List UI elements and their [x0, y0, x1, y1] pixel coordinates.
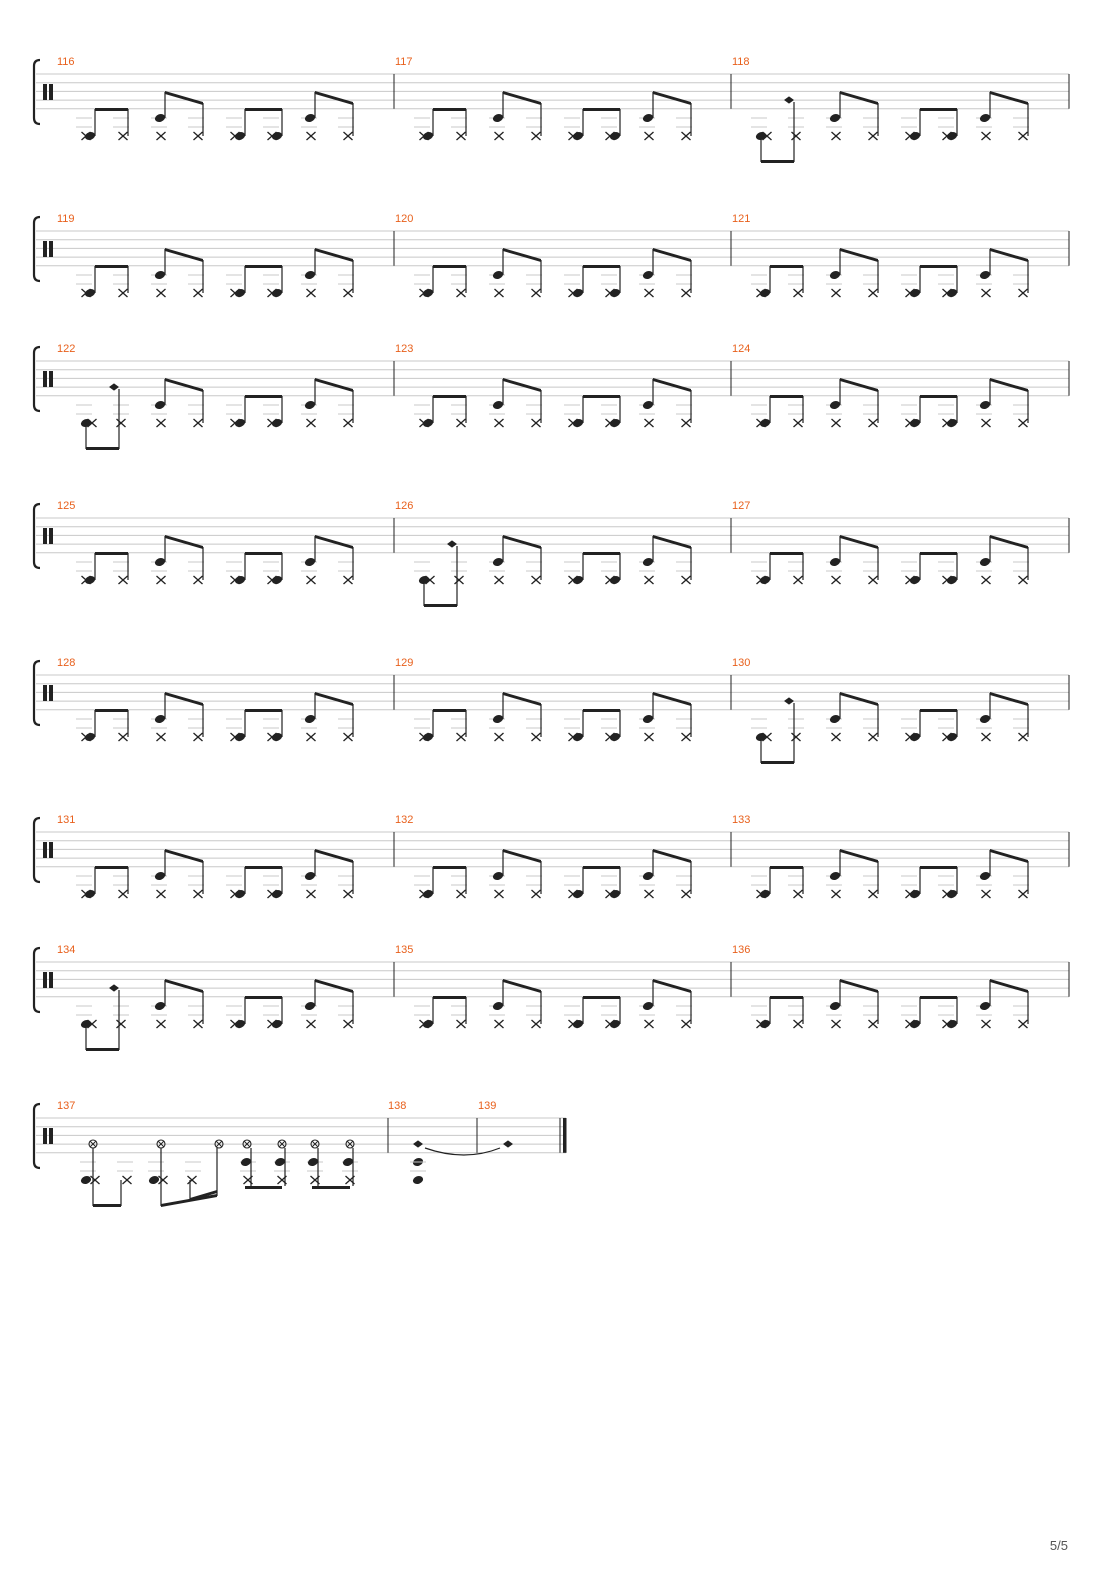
note-beam — [433, 709, 466, 712]
note-beam — [583, 108, 620, 111]
system-bracket-icon — [34, 818, 40, 882]
snare-notehead — [304, 714, 316, 725]
crash-notehead — [784, 697, 794, 704]
system-bracket-icon — [34, 217, 40, 281]
snare-notehead — [304, 113, 316, 124]
note-beam — [165, 849, 203, 863]
snare-notehead — [829, 1001, 841, 1012]
note-beam — [245, 1186, 282, 1189]
note-beam — [653, 91, 691, 105]
kick-notehead — [412, 1175, 424, 1186]
measure-number: 127 — [732, 500, 751, 512]
note-beam — [433, 108, 466, 111]
note-beam — [86, 447, 119, 450]
staff-system — [34, 814, 1069, 899]
note-beam — [840, 849, 878, 863]
note-beam — [95, 866, 128, 869]
note-beam — [770, 866, 803, 869]
note-beam — [840, 979, 878, 993]
note-beam — [245, 108, 282, 111]
note-beam — [990, 91, 1028, 105]
note-beam — [583, 866, 620, 869]
note-beam — [583, 709, 620, 712]
measure-number: 121 — [732, 213, 751, 225]
note-beam — [315, 91, 353, 105]
note-beam — [990, 535, 1028, 549]
snare-notehead — [154, 400, 166, 411]
note-beam — [920, 996, 957, 999]
note-beam — [653, 378, 691, 392]
snare-notehead — [154, 113, 166, 124]
percussion-clef-icon — [43, 972, 47, 988]
note-beam — [503, 248, 541, 262]
measure-number: 119 — [57, 213, 75, 225]
note-beam — [433, 395, 466, 398]
snare-notehead — [642, 871, 654, 882]
note-beam — [245, 996, 282, 999]
note-beam — [583, 395, 620, 398]
note-beam — [990, 849, 1028, 863]
note-beam — [583, 265, 620, 268]
snare-notehead — [979, 557, 991, 568]
note-beam — [245, 395, 282, 398]
snare-notehead — [642, 557, 654, 568]
measure-number: 123 — [395, 343, 414, 355]
staff-system — [34, 657, 1069, 764]
note-beam — [840, 692, 878, 706]
snare-notehead — [240, 1157, 252, 1168]
note-beam — [245, 552, 282, 555]
note-beam — [653, 535, 691, 549]
snare-notehead — [642, 714, 654, 725]
note-beam — [840, 378, 878, 392]
note-beam — [503, 979, 541, 993]
snare-notehead — [342, 1157, 354, 1168]
note-beam — [653, 692, 691, 706]
note-beam — [93, 1204, 121, 1207]
page-number: 5/5 — [1049, 1538, 1068, 1553]
note-beam — [653, 849, 691, 863]
measure-number: 137 — [57, 1100, 76, 1112]
note-beam — [653, 248, 691, 262]
snare-notehead — [829, 113, 841, 124]
measure-number: 136 — [732, 944, 751, 956]
note-beam — [770, 265, 803, 268]
percussion-clef-icon — [43, 84, 47, 100]
note-beam — [583, 996, 620, 999]
snare-notehead — [492, 270, 504, 281]
measure-number: 138 — [388, 1100, 407, 1112]
snare-notehead — [154, 1001, 166, 1012]
note-beam — [315, 535, 353, 549]
snare-notehead — [154, 270, 166, 281]
snare-notehead — [829, 714, 841, 725]
measure-number: 122 — [57, 343, 76, 355]
system-bracket-icon — [34, 504, 40, 568]
percussion-clef-icon — [49, 241, 53, 257]
percussion-clef-icon — [43, 241, 47, 257]
snare-notehead — [492, 714, 504, 725]
note-beam — [840, 248, 878, 262]
percussion-clef-icon — [43, 842, 47, 858]
percussion-clef-icon — [49, 371, 53, 387]
note-beam — [583, 552, 620, 555]
note-beam — [424, 604, 457, 607]
crash-notehead — [109, 984, 119, 991]
note-beam — [770, 552, 803, 555]
snare-notehead — [829, 871, 841, 882]
measure-number: 129 — [395, 657, 414, 669]
note-beam — [990, 692, 1028, 706]
measure-number: 131 — [57, 814, 76, 826]
measure-number: 118 — [732, 56, 750, 68]
percussion-clef-icon — [43, 371, 47, 387]
crash-notehead — [784, 96, 794, 103]
note-beam — [653, 979, 691, 993]
percussion-clef-icon — [49, 84, 53, 100]
crash-notehead — [109, 383, 119, 390]
note-beam — [312, 1186, 350, 1189]
snare-notehead — [979, 270, 991, 281]
final-barline — [563, 1118, 567, 1153]
note-beam — [840, 535, 878, 549]
note-beam — [165, 91, 203, 105]
note-beam — [433, 996, 466, 999]
note-beam — [920, 265, 957, 268]
staff-system — [34, 56, 1069, 163]
note-beam — [165, 535, 203, 549]
note-beam — [920, 709, 957, 712]
snare-notehead — [979, 113, 991, 124]
measure-number: 139 — [478, 1100, 497, 1112]
measure-number: 125 — [57, 500, 76, 512]
note-beam — [315, 849, 353, 863]
snare-notehead — [979, 1001, 991, 1012]
note-beam — [315, 692, 353, 706]
measure-number: 117 — [395, 56, 413, 68]
snare-notehead — [829, 270, 841, 281]
snare-notehead — [492, 871, 504, 882]
snare-notehead — [642, 113, 654, 124]
system-bracket-icon — [34, 661, 40, 725]
note-beam — [840, 91, 878, 105]
tie — [425, 1148, 500, 1155]
snare-notehead — [274, 1157, 286, 1168]
snare-notehead — [979, 714, 991, 725]
percussion-clef-icon — [49, 842, 53, 858]
note-beam — [761, 160, 794, 163]
note-beam — [920, 866, 957, 869]
note-beam — [161, 1194, 217, 1207]
snare-notehead — [492, 1001, 504, 1012]
crash-notehead — [413, 1140, 423, 1147]
note-beam — [245, 866, 282, 869]
note-beam — [245, 265, 282, 268]
snare-notehead — [979, 400, 991, 411]
snare-notehead — [304, 871, 316, 882]
snare-notehead — [642, 400, 654, 411]
note-beam — [86, 1048, 119, 1051]
system-bracket-icon — [34, 347, 40, 411]
percussion-clef-icon — [49, 1128, 53, 1144]
measure-number: 133 — [732, 814, 751, 826]
measure-number: 124 — [732, 343, 751, 355]
note-beam — [770, 996, 803, 999]
system-bracket-icon — [34, 948, 40, 1012]
snare-notehead — [829, 400, 841, 411]
staff-system — [34, 1100, 567, 1207]
note-beam — [990, 248, 1028, 262]
snare-notehead — [979, 871, 991, 882]
measure-number: 120 — [395, 213, 414, 225]
staff-system — [34, 343, 1069, 450]
measure-number: 130 — [732, 657, 751, 669]
note-beam — [165, 692, 203, 706]
note-beam — [433, 866, 466, 869]
note-beam — [503, 535, 541, 549]
snare-notehead — [154, 557, 166, 568]
snare-notehead — [642, 1001, 654, 1012]
snare-notehead — [829, 557, 841, 568]
percussion-clef-icon — [49, 972, 53, 988]
system-bracket-icon — [34, 1104, 40, 1168]
note-beam — [95, 552, 128, 555]
percussion-clef-icon — [49, 685, 53, 701]
snare-notehead — [304, 270, 316, 281]
measure-number: 116 — [57, 56, 75, 68]
staff-system — [34, 944, 1069, 1051]
note-beam — [245, 709, 282, 712]
snare-notehead — [642, 270, 654, 281]
note-beam — [165, 378, 203, 392]
note-beam — [990, 378, 1028, 392]
note-beam — [920, 108, 957, 111]
snare-notehead — [492, 557, 504, 568]
percussion-clef-icon — [43, 1128, 47, 1144]
staff-system — [34, 500, 1069, 607]
note-beam — [920, 395, 957, 398]
snare-notehead — [492, 400, 504, 411]
system-bracket-icon — [34, 60, 40, 124]
snare-notehead — [154, 714, 166, 725]
note-beam — [990, 979, 1028, 993]
note-beam — [433, 265, 466, 268]
percussion-clef-icon — [43, 685, 47, 701]
note-beam — [315, 378, 353, 392]
note-beam — [165, 979, 203, 993]
snare-notehead — [304, 400, 316, 411]
measure-number: 134 — [57, 944, 76, 956]
note-beam — [95, 265, 128, 268]
note-beam — [165, 248, 203, 262]
staff-system — [34, 213, 1069, 298]
snare-notehead — [492, 113, 504, 124]
snare-notehead — [307, 1157, 319, 1168]
measure-number: 135 — [395, 944, 414, 956]
note-beam — [920, 552, 957, 555]
note-beam — [315, 979, 353, 993]
note-beam — [315, 248, 353, 262]
snare-notehead — [154, 871, 166, 882]
snare-notehead — [304, 1001, 316, 1012]
crash-notehead — [503, 1140, 513, 1147]
note-beam — [95, 709, 128, 712]
measure-number: 132 — [395, 814, 414, 826]
measure-number: 126 — [395, 500, 414, 512]
note-beam — [503, 378, 541, 392]
note-beam — [95, 108, 128, 111]
note-beam — [503, 849, 541, 863]
snare-notehead — [304, 557, 316, 568]
percussion-clef-icon — [49, 528, 53, 544]
note-beam — [770, 395, 803, 398]
crash-notehead — [447, 540, 457, 547]
measure-number: 128 — [57, 657, 76, 669]
note-beam — [503, 91, 541, 105]
percussion-clef-icon — [43, 528, 47, 544]
note-beam — [503, 692, 541, 706]
note-beam — [761, 761, 794, 764]
